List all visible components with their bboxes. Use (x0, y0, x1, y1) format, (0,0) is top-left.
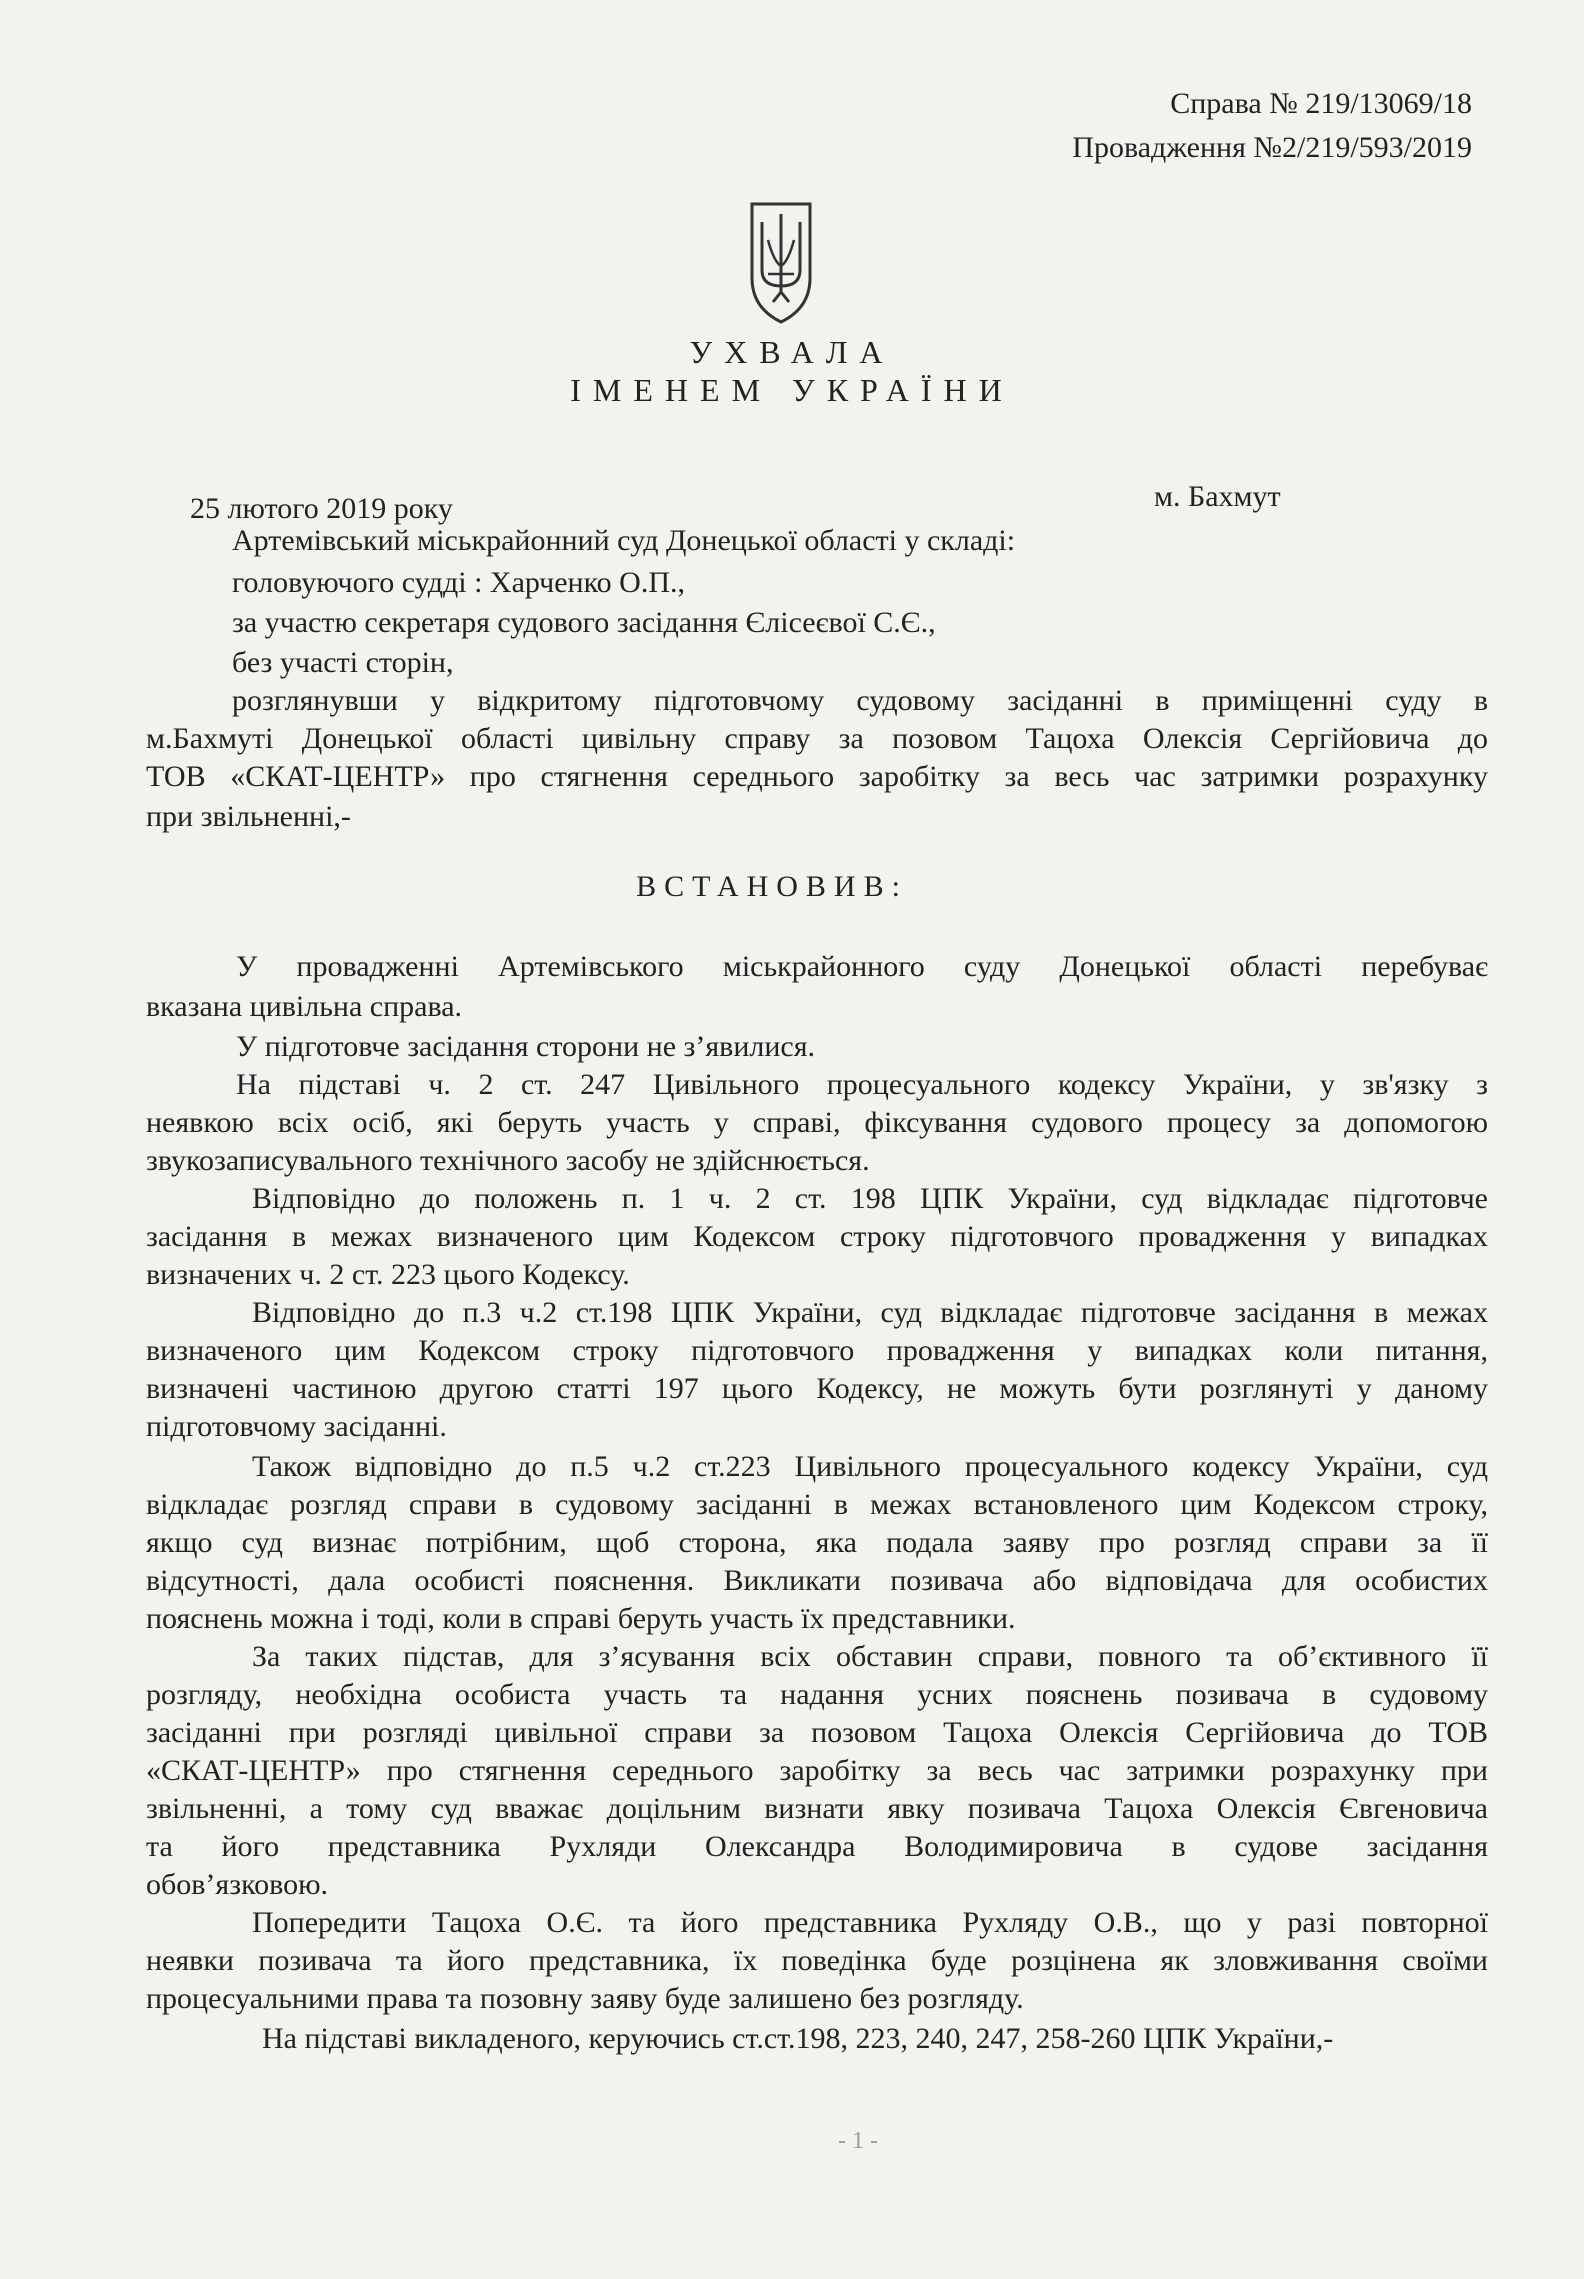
body-line: підготовчому засіданні. (146, 1410, 447, 1443)
case-number: Справа № 219/13069/18 (1170, 87, 1472, 120)
document-date: 25 лютого 2019 року (190, 492, 453, 525)
body-line: На підставі викладеного, керуючись ст.ст.198, 223, 240, 247, 258-260 ЦПК України,- (262, 2022, 1334, 2055)
body-line: вказана цивільна справа. (146, 990, 463, 1023)
body-line: звукозаписувального технічного засобу не здійснюється. (146, 1144, 870, 1177)
intro-paragraph-line: м.Бахмуті Донецької області цивільну справу за позовом Тацоха Олексія Сергійовича до (146, 722, 1488, 755)
body-line: неявки позивача та його представника, їх поведінка буде розцінена як зловживання своїми (146, 1944, 1488, 1977)
body-line: та його представника Рухляди Олександра Володимировича в судове засідання (146, 1830, 1488, 1863)
intro-paragraph-line: ТОВ «СКАТ-ЦЕНТР» про стягнення середнього заробітку за весь час затримки розрахунку (146, 760, 1488, 793)
body-line: «СКАТ-ЦЕНТР» про стягнення середнього заробітку за весь час затримки розрахунку при (146, 1754, 1488, 1787)
body-line: відсутності, дала особисті пояснення. Викликати позивача або відповідача для особистих (146, 1564, 1488, 1597)
intro-paragraph-line: при звільненні,- (146, 800, 351, 833)
intro-paragraph-line: розглянувши у відкритому підготовчому судовому засіданні в приміщенні суду в (232, 684, 1488, 717)
body-line: Відповідно до положень п. 1 ч. 2 ст. 198 ЦПК України, суд відкладає підготовче (252, 1182, 1488, 1215)
body-line: Відповідно до п.3 ч.2 ст.198 ЦПК України, суд відкладає підготовче засідання в межах (252, 1296, 1488, 1329)
court-line: Артемівський міськрайонний суд Донецької області у складі: (232, 524, 1016, 557)
body-line: неявкою всіх осіб, які беруть участь у справі, фіксування судового процесу за допомогою (146, 1106, 1488, 1139)
body-line: На підставі ч. 2 ст. 247 Цивільного процесуального кодексу України, у зв'язку з (236, 1068, 1488, 1101)
body-line: розгляду, необхідна особиста участь та надання усних пояснень позивача в судовому (146, 1678, 1488, 1711)
section-title: ВСТАНОВИВ: (636, 870, 908, 903)
case-header (1072, 82, 1472, 170)
body-line: визначені частиною другою статті 197 цього Кодексу, не можуть бути розглянуті у даному (146, 1372, 1488, 1405)
body-line: процесуальними права та позовну заяву буде залишено без розгляду. (146, 1982, 1024, 2015)
body-line: засідання в межах визначеного цим Кодексом строку підготовчого провадження у випадках (146, 1220, 1488, 1253)
body-line: визначеного цим Кодексом строку підготовчого провадження у випадках коли питання, (146, 1334, 1488, 1367)
parties-line: без участі сторін, (232, 646, 454, 679)
body-line: засіданні при розгляді цивільної справи за позовом Тацоха Олексія Сергійовича до ТОВ (146, 1716, 1488, 1749)
proceeding-number: Провадження №2/219/593/2019 (1072, 131, 1472, 164)
page-number-mark: - 1 - (838, 2128, 878, 2154)
ukraine-trident-emblem-icon (748, 200, 814, 326)
body-line: За таких підстав, для з’ясування всіх обставин справи, повного та об’єктивного її (252, 1640, 1488, 1673)
body-line: звільненні, а тому суд вважає доцільним визнати явку позивача Тацоха Олексія Євгеновича (146, 1792, 1488, 1825)
body-line: визначених ч. 2 ст. 223 цього Кодексу. (146, 1258, 630, 1291)
body-line: пояснень можна і тоді, коли в справі беруть участь їх представники. (146, 1602, 1016, 1635)
body-line: У підготовче засідання сторони не з’явилися. (236, 1030, 816, 1063)
document-title: УХВАЛА (689, 334, 895, 370)
body-line: Також відповідно до п.5 ч.2 ст.223 Цивільного процесуального кодексу України, суд (252, 1450, 1488, 1483)
body-line: У провадженні Артемівського міськрайонного суду Донецької області перебуває (236, 950, 1488, 983)
secretary-line: за участю секретаря судового засідання Єлісеєвої С.Є., (232, 606, 936, 639)
body-line: обов’язковою. (146, 1868, 328, 1901)
document-city: м. Бахмут (1154, 480, 1281, 513)
body-line: Попередити Тацоха О.Є. та його представника Рухляду О.В., що у разі повторної (252, 1906, 1488, 1939)
body-line: якщо суд визнає потрібним, щоб сторона, яка подала заяву про розгляд справи за її (146, 1526, 1488, 1559)
body-line: відкладає розгляд справи в судовому засіданні в межах встановленого цим Кодексом строку, (146, 1488, 1488, 1521)
document-subtitle: ІМЕНЕМ УКРАЇНИ (570, 372, 1014, 408)
judge-line: головуючого судді : Харченко О.П., (232, 566, 685, 599)
